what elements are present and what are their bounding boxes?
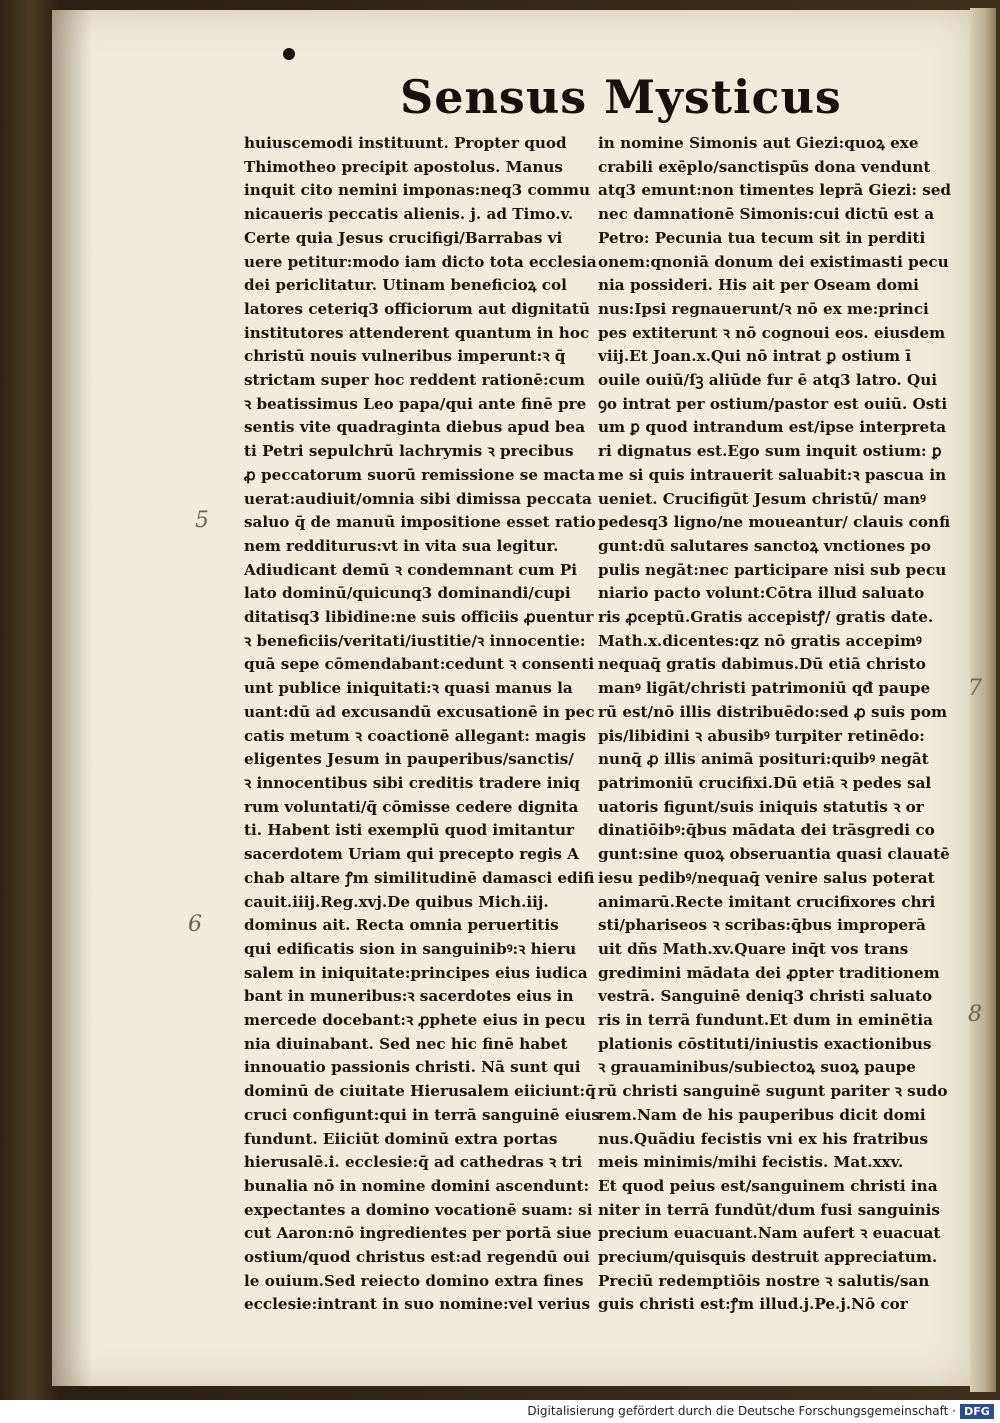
dfg-logo: DFG <box>960 1404 994 1419</box>
text-line: uere petitur:modo iam dicto tota ecclesia <box>244 252 597 271</box>
running-head: Sensus Mysticus <box>400 70 842 124</box>
text-line: sti/phariseos ꝛ scribas:q̄bus improperā <box>598 916 926 935</box>
text-line: rum voluntati/q̄ cōmisse cedere dignita <box>244 797 579 816</box>
text-line: Certe quia Jesus crucifigi/Barrabas vi <box>244 228 563 247</box>
text-line: Adiudicant demū ꝛ condemnant cum Pi <box>244 560 578 579</box>
text-line: latores ceteriq3 officiorum aut dignitatū <box>244 299 590 318</box>
text-line: pedesq3 ligno/ne moueantur/ clauis confi <box>598 513 951 532</box>
margin-note-5: 5 <box>195 508 209 533</box>
text-line: ris ꝓceptū.Gratis accepistꝭ/ gratis date. <box>598 608 934 627</box>
text-line: ecclesie:intrant in suo nomine:vel verius <box>244 1295 591 1314</box>
text-line: pulis negāt:nec participare nisi sub pecu <box>598 560 947 579</box>
text-line: ris in terrā fundunt.Et dum in eminētia <box>598 1011 933 1030</box>
text-column-left <box>244 132 602 1314</box>
text-line: ꝛ innocentibus sibi creditis tradere iniq <box>244 773 580 792</box>
text-line: strictam super hoc reddent rationē:cum <box>244 371 586 390</box>
text-line: niter in terrā fundūt/dum fusi sanguinis <box>598 1200 940 1219</box>
text-line: ostium/quod christus est:ad regendū oui <box>244 1248 590 1267</box>
text-line: rū christi sanguinē sugunt pariter ꝛ sudo <box>598 1082 948 1101</box>
text-line: rem.Nam de his pauperibus dicit domi <box>598 1105 926 1124</box>
text-line: inquit cito nemini imponas:neq3 commu <box>244 181 591 200</box>
text-line: uit dñs Math.xv.Quare inq̄t vos trans <box>598 939 909 958</box>
text-line: precium/quisquis destruit appreciatum. <box>598 1248 938 1267</box>
text-line: manꝰ ligāt/christi patrimoniū qđ paupe <box>598 679 931 698</box>
text-line: viij.Et Joan.x.Qui nō intrat ꝑ ostium ī <box>598 347 912 366</box>
text-line: institutores attenderent quantum in hoc <box>244 323 590 342</box>
footer-bar <box>0 1400 1000 1423</box>
text-line: chab altare ꝭm similitudinē damasci edifi <box>244 868 595 887</box>
text-line: salem in iniquitate:principes eius iudica <box>244 963 588 982</box>
text-line: ꝛ grauaminibus/subiectoꝝ suoꝝ paupe <box>598 1058 916 1077</box>
text-line: gunt:dū salutares sanctoꝝ vnctiones po <box>598 536 932 555</box>
text-line: dei periclitatur. Utinam beneficioꝝ col <box>244 276 567 295</box>
text-line: huiuscemodi instituunt. Propter quod <box>244 134 567 152</box>
text-line: plationis cōstituti/iniustis exactionibus <box>598 1034 932 1053</box>
text-line: patrimoniū crucifixi.Dū etiā ꝛ pedes sal <box>598 773 932 792</box>
text-line: um ꝑ quod intrandum est/ipse interpreta <box>598 418 947 437</box>
text-line: sacerdotem Uriam qui precepto regis A <box>244 845 579 864</box>
text-line: pis/libidini ꝛ abusibꝰ turpiter retinēdo: <box>598 726 925 745</box>
footer-credit: Digitalisierung gefördert durch die Deutsche Forschungsgemeinschaft · <box>527 1404 956 1418</box>
text-line: dominū de ciuitate Hierusalem eiiciunt:q̄ <box>244 1082 596 1101</box>
text-line: rū est/nō illis distribuēdo:sed ꝓ suis pom <box>598 702 948 721</box>
text-line: eligentes Jesum in pauperibus/sanctis/ <box>244 750 574 769</box>
text-line: innouatio passionis christi. Nā sunt qui <box>244 1058 581 1077</box>
text-line: Preciū redemptiōis nostre ꝛ salutis/san <box>598 1271 930 1290</box>
text-line: precium euacuant.Nam aufert ꝛ euacuat <box>598 1224 941 1243</box>
text-line: catis metum ꝛ coactionē allegant: magis <box>244 726 587 745</box>
text-line: nia possideri. His ait per Oseam domi <box>598 276 919 295</box>
text-line: lato dominū/quicunq3 dominandi/cupi <box>244 584 571 603</box>
text-line: pes extiterunt ꝛ nō cognoui eos. eiusdem <box>598 323 946 342</box>
text-line: sentis vite quadraginta diebus apud bea <box>244 418 586 437</box>
text-line: vestrā. Sanguinē deniq3 christi saluato <box>598 987 933 1006</box>
text-line: guis christi est:ꝭm illud.j.Pe.j.Nō cor <box>598 1295 908 1314</box>
page-gutter-shadow <box>52 10 92 1386</box>
text-line: atq3 emunt:non timentes leprā Giezi: sed <box>598 181 952 200</box>
text-line: saluo q̄ de manuū impositione esset ratio <box>244 513 596 532</box>
text-line: animarū.Recte imitant crucifixores chri <box>598 892 936 911</box>
text-line: cut Aaron:nō ingredientes per portā siue <box>244 1224 592 1243</box>
text-line: ouile ouiū/ſꝫ aliūde fur ē atq3 latro. Qui <box>598 371 938 390</box>
text-line: ri dignatus est.Ego sum inquit ostium: ꝑ <box>598 442 942 461</box>
text-line: ti Petri sepulchrū lachrymis ꝛ precibus <box>244 442 574 461</box>
text-line: ueniet. Crucifigūt Jesum christū/ manꝰ <box>598 489 926 508</box>
text-line: qui edificatis sion in sanguinibꝰ:ꝛ hieru <box>244 939 577 958</box>
text-column-right <box>598 132 964 1314</box>
text-line: crabili exēplo/sanctispūs dona vendunt <box>598 157 931 176</box>
text-line: cauit.iiij.Reg.xvj.De quibus Mich.iij. <box>244 892 549 911</box>
text-line: nunq̄ ꝓ illis animā posituri:quibꝰ negāt <box>598 750 929 769</box>
margin-note-8: 8 <box>968 1002 982 1027</box>
text-line: ꝛ beneficiis/veritati/iustitie/ꝛ innocentie: <box>244 631 586 650</box>
text-line: mercede docebant:ꝛ ꝓphete eius in pecu <box>244 1011 586 1030</box>
text-line: Math.x.dicentes:qz nō gratis accepimꝰ <box>598 631 922 650</box>
margin-note-7: 7 <box>968 676 982 701</box>
text-line: niario pacto volunt:Cōtra illud saluato <box>598 584 925 603</box>
text-line: uant:dū ad excusandū excusationē in pec <box>244 702 595 721</box>
text-line: me si quis intrauerit saluabit:ꝛ pascua in <box>598 465 947 484</box>
text-line: iesu pedibꝰ/nequaq̄ venire salus poterat <box>598 868 935 887</box>
text-line: onem:qnoniā donum dei existimasti pecu <box>598 252 949 271</box>
ink-dot <box>283 48 295 60</box>
text-line: uerat:audiuit/omnia sibi dimissa peccata <box>244 489 592 508</box>
text-line: gredimini mādata dei ꝓpter traditionem <box>598 963 940 982</box>
text-line: gunt:sine quoꝝ obseruantia quasi clauatē <box>598 845 950 864</box>
text-line: nia diuinabant. Sed nec hic finē habet <box>244 1034 568 1053</box>
text-line: ꝛ beatissimus Leo papa/qui ante finē pre <box>244 394 587 413</box>
text-line: ꝯo intrat per ostium/pastor est ouiū. Osti <box>598 394 948 413</box>
text-line: christū nouis vulneribus imperunt:ꝛ q̄ <box>244 347 566 366</box>
text-line: dominus ait. Recta omnia peruertitis <box>244 916 559 935</box>
text-line: expectantes a domino vocationē suam: si <box>244 1200 593 1219</box>
text-line: nicaueris peccatis alienis. j. ad Timo.v. <box>244 205 574 224</box>
text-line: fundunt. Eiiciūt dominū extra portas <box>244 1129 558 1148</box>
text-line: dinatiōibꝰ:q̄bus mādata dei trāsgredi co <box>598 821 935 840</box>
text-line: nec damnationē Simonis:cui dictū est a <box>598 205 935 224</box>
text-line: nem redditurus:vt in vita sua legitur. <box>244 536 559 555</box>
text-line: Petro: Pecunia tua tecum sit in perditi <box>598 228 926 247</box>
text-line: ꝓ peccatorum suorū remissione se macta <box>244 465 596 484</box>
text-line: le ouium.Sed reiecto domino extra fines <box>244 1271 584 1290</box>
text-line: uatoris figunt/suis iniquis statutis ꝛ or <box>598 797 924 816</box>
text-line: hierusalē.i. ecclesie:q̄ ad cathedras ꝛ tri <box>244 1153 583 1172</box>
text-line: cruci configunt:qui in terrā sanguinē eius <box>244 1105 600 1124</box>
text-line: ditatisq3 libidine:ne suis officiis ꝓuentur <box>244 608 594 627</box>
text-line: nequaq̄ gratis dabimus.Dū etiā christo <box>598 655 926 674</box>
text-line: Thimotheo precipit apostolus. Manus <box>244 157 563 176</box>
text-line: unt publice iniquitati:ꝛ quasi manus la <box>244 679 573 698</box>
text-line: Et quod peius est/sanguinem christi ina <box>598 1176 938 1195</box>
text-line: bant in muneribus:ꝛ sacerdotes eius in <box>244 987 574 1006</box>
text-line: nus:Ipsi regnauerunt/ꝛ nō ex me:princi <box>598 299 929 318</box>
text-line: ti. Habent isti exemplū quod imitantur <box>244 821 575 840</box>
margin-note-6: 6 <box>188 912 202 937</box>
text-line: quā sepe cōmendabant:cedunt ꝛ consenti <box>244 655 595 674</box>
text-line: meis minimis/mihi fecistis. Mat.xxv. <box>598 1153 904 1172</box>
text-line: bunalia nō in nomine domini ascendunt: <box>244 1176 590 1195</box>
text-line: in nomine Simonis aut Giezi:quoꝝ exe <box>598 134 919 152</box>
text-line: nus.Quādiu fecistis vni ex his fratribus <box>598 1129 929 1148</box>
